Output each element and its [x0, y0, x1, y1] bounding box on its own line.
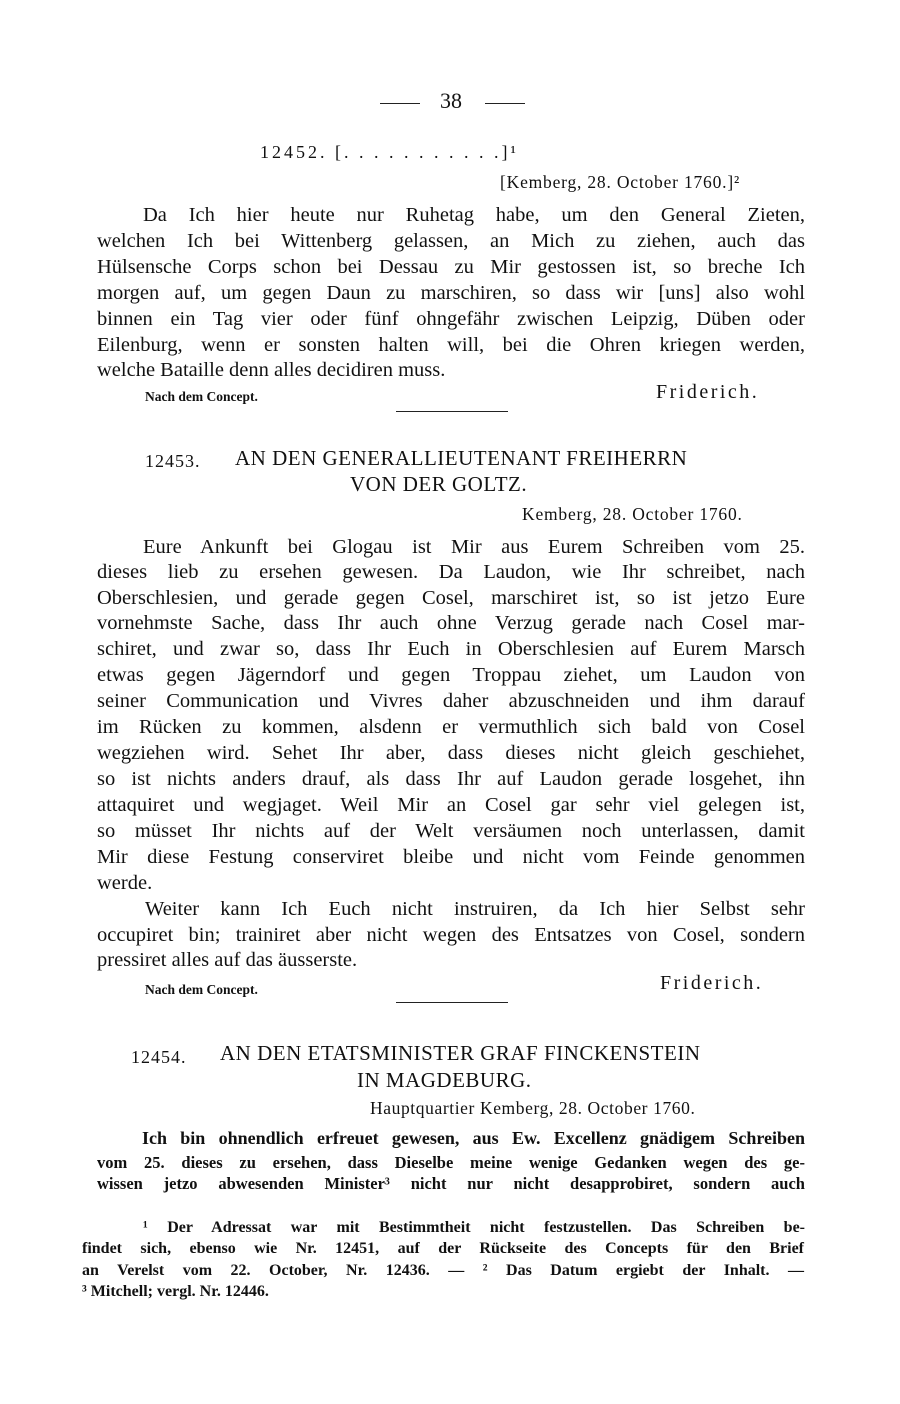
letter-12452-dateline: [Kemberg, 28. October 1760.]² — [500, 172, 741, 192]
letter-12453-line-8: im Rücken zu kommen, alsdenn er vermuthlich sich bald von Cosel — [97, 716, 805, 738]
letter-12453-line-9: wegziehen wird. Sehet Ihr aber, dass dieses nicht gleich geschiehet, — [97, 742, 805, 764]
letter-12452-line-7: welche Bataille denn alles decidiren muss. — [97, 359, 446, 381]
letter-12453-line-11: attaquiret und wegjaget. Weil Mir an Cosel gar sehr viel gelegen ist, — [97, 794, 805, 816]
letter-12453-line-15: Weiter kann Ich Euch nicht instruiren, da Ich hier Selbst sehr — [145, 898, 805, 920]
letter-12453-source-note: Nach dem Concept. — [145, 982, 258, 997]
letter-12453-line-6: etwas gegen Jägerndorf und gegen Troppau ziehet, um Laudon von — [97, 664, 805, 686]
letter-12452-source-note: Nach dem Concept. — [145, 389, 258, 404]
footnote-line-4: ³ Mitchell; vergl. Nr. 12446. — [82, 1283, 269, 1300]
letter-12452-line-5: binnen ein Tag vier oder fünf ohngefähr zwischen Leipzig, Düben oder — [97, 308, 805, 330]
letter-12453-line-2: dieses lieb zu ersehen gewesen. Da Laudon, wie Ihr schreibet, nach — [97, 561, 805, 583]
letter-12453-title-line-2: VON DER GOLTZ. — [350, 472, 528, 496]
letter-12452-signature: Friderich. — [656, 381, 760, 403]
letter-12453-line-1: Eure Ankunft bei Glogau ist Mir aus Eurem Schreiben vom 25. — [143, 536, 805, 558]
letter-12453-line-3: Oberschlesien, und gerade gegen Cosel, marschiret ist, so ist jetzo Eure — [97, 587, 805, 609]
letter-12453-line-16: occupiret bin; trainiret aber nicht wegen des Entsatzes von Cosel, sondern — [97, 924, 805, 946]
letter-12452-line-1: Da Ich hier heute nur Ruhetag habe, um den General Zieten, — [143, 204, 805, 226]
letter-12454-line-3: wissen jetzo abwesenden Minister³ nicht nur nicht desapprobiret, sondern auch — [97, 1174, 805, 1193]
footnote-line-2: findet sich, ebenso wie Nr. 12451, auf der Rückseite des Concepts für den Brief — [82, 1240, 804, 1257]
page-number-dash-right — [485, 103, 525, 104]
letter-12453-line-5: schiret, und zwar so, dass Ihr Euch in Oberschlesien auf Eurem Marsch — [97, 638, 805, 660]
footnote-line-3: an Verelst vom 22. October, Nr. 12436. — ² Das Datum ergiebt der Inhalt. — — [82, 1262, 804, 1279]
letter-12453-line-14: werde. — [97, 872, 153, 894]
letter-12454-line-2: vom 25. dieses zu ersehen, dass Dieselbe meine wenige Gedanken wegen des ge- — [97, 1153, 805, 1172]
letter-12454-number: 12454. — [131, 1047, 187, 1067]
page-number-dash-left — [380, 103, 420, 104]
letter-12453-line-13: Mir diese Festung conserviret bleibe und nicht vom Feinde genommen — [97, 846, 805, 868]
letter-12454-dateline: Hauptquartier Kemberg, 28. October 1760. — [370, 1098, 696, 1118]
footnote-line-1: ¹ Der Adressat war mit Bestimmtheit nicht festzustellen. Das Schreiben be- — [143, 1219, 805, 1236]
letter-12453-line-17: pressiret alles auf das äusserste. — [97, 949, 358, 971]
letter-12452-header: 12452. [. . . . . . . . . . .]¹ — [260, 142, 519, 162]
page-number: 38 — [440, 88, 462, 113]
letter-12453-signature: Friderich. — [660, 972, 764, 994]
letter-12452-line-2: welchen Ich bei Wittenberg gelassen, an Mich zu ziehen, auch das — [97, 230, 805, 252]
letter-12452-line-3: Hülsensche Corps schon bei Dessau zu Mir gestossen ist, so breche Ich — [97, 256, 805, 278]
letter-12452-line-6: Eilenburg, wenn er sonsten halten will, bei die Ohren kriegen werden, — [97, 334, 805, 356]
section-divider-1 — [396, 411, 508, 412]
letter-12453-line-10: so ist nichts anders drauf, als dass Ihr auf Laudon gerade losgehet, ihn — [97, 768, 805, 790]
letter-12454-title-line-1: AN DEN ETATSMINISTER GRAF FINCKENSTEIN — [220, 1041, 701, 1065]
letter-12453-title-line-1: AN DEN GENERALLIEUTENANT FREIHERRN — [235, 446, 688, 470]
letter-12453-line-12: so müsset Ihr nichts auf der Welt versäumen noch unterlassen, damit — [97, 820, 805, 842]
letter-12452-line-4: morgen auf, um gegen Daun zu marschiren, so dass wir [uns] also wohl — [97, 282, 805, 304]
letter-12453-dateline: Kemberg, 28. October 1760. — [522, 504, 743, 524]
letter-12454-title-line-2: IN MAGDEBURG. — [357, 1068, 532, 1092]
letter-12454-line-1: Ich bin ohnendlich erfreuet gewesen, aus Ew. Excellenz gnädigem Schreiben — [142, 1128, 805, 1148]
letter-12453-line-7: seiner Communication und Vivres daher abzuschneiden und ihm darauf — [97, 690, 805, 712]
letter-12453-number: 12453. — [145, 451, 201, 471]
letter-12453-line-4: vornehmste Sache, dass Ihr auch ohne Verzug gerade nach Cosel mar- — [97, 612, 805, 634]
section-divider-2 — [396, 1002, 508, 1003]
